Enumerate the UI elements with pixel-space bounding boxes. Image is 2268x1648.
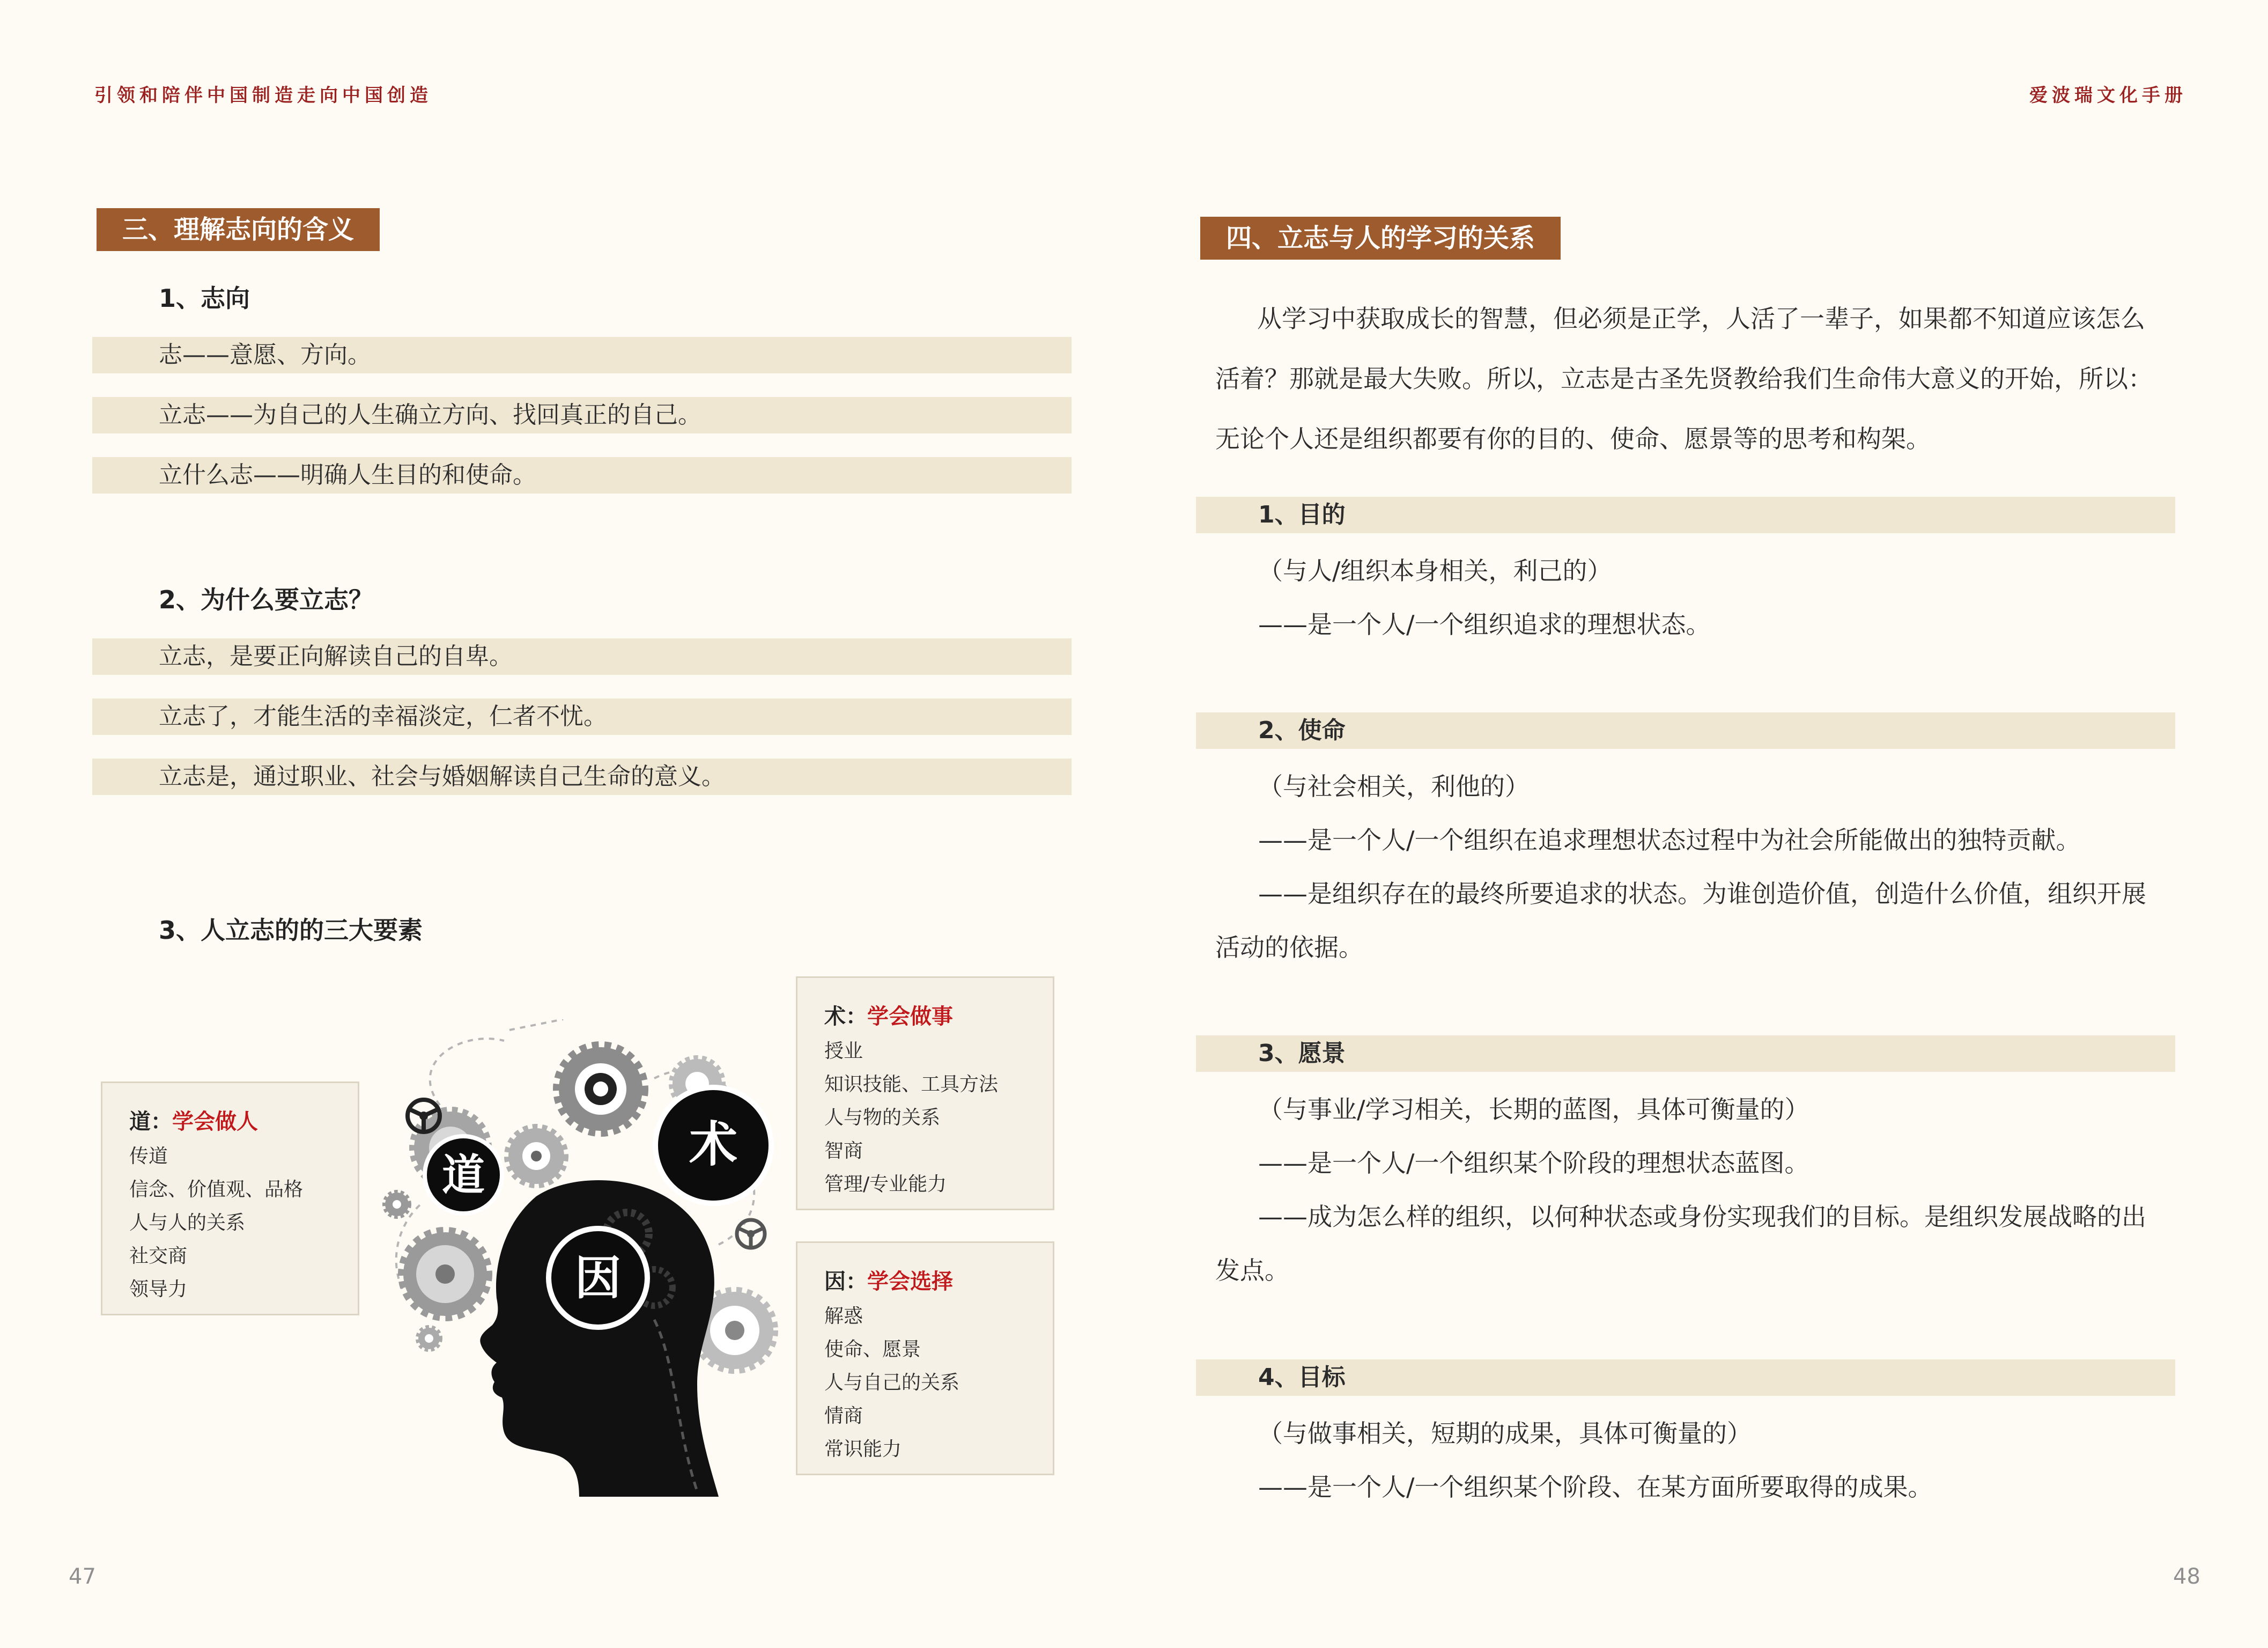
item-2-note: （与社会相关，利他的） (1258, 772, 1530, 801)
section-3-title: 三、理解志向的含义 (97, 208, 380, 251)
item-1-note: （与人/组织本身相关，利己的） (1258, 556, 1612, 585)
dao-item: 信念、价值观、品格 (129, 1179, 304, 1201)
item-4-note: （与做事相关，短期的成果，具体可衡量的） (1258, 1419, 1752, 1448)
shu-circle-label: 术 (689, 1116, 737, 1173)
s1-line-3: 立什么志——明确人生目的和使命。 (159, 461, 536, 489)
yin-circle (549, 1228, 647, 1327)
dao-item: 人与人的关系 (129, 1212, 246, 1234)
dao-circle-label: 道 (442, 1150, 485, 1200)
shu-item: 管理/专业能力 (824, 1173, 947, 1195)
dao-circle (425, 1136, 502, 1213)
item-1-heading: 1、目的 (1258, 501, 1346, 528)
item-2-line: 活动的依据。 (1215, 933, 1363, 962)
s2-line-1: 立志，是要正向解读自己的自卑。 (159, 643, 513, 670)
s1-line-1: 志——意愿、方向。 (159, 341, 371, 369)
yin-item: 常识能力 (824, 1438, 902, 1460)
item-2-line: ——是一个人/一个组织在追求理想状态过程中为社会所能做出的独特贡献。 (1258, 826, 2081, 855)
dao-item: 领导力 (129, 1278, 188, 1300)
shu-circle (655, 1087, 771, 1203)
steering-wheel-icon (737, 1220, 765, 1248)
gear-icon (403, 1232, 487, 1316)
shu-box-title: 术：学会做事 (824, 1004, 953, 1029)
s1-line-2: 立志——为自己的人生确立方向、找回真正的自己。 (159, 401, 701, 429)
page-number-right: 48 (2173, 1564, 2200, 1589)
yin-box (796, 1241, 1054, 1475)
dao-item: 社交商 (129, 1245, 188, 1267)
item-1-line: ——是一个人/一个组织追求的理想状态。 (1258, 610, 1711, 639)
s1-heading: 1、志向 (159, 284, 250, 313)
s2-line-2: 立志了，才能生活的幸福淡定，仁者不忧。 (159, 703, 607, 730)
item-4-line: ——是一个人/一个组织某个阶段、在某方面所要取得的成果。 (1258, 1473, 1933, 1502)
item-4-heading: 4、目标 (1258, 1364, 1346, 1391)
header-handbook-title: 爱波瑞文化手册 (2029, 85, 2187, 106)
intro-line: 从学习中获取成长的智慧，但必须是正学，人活了一辈子，如果都不知道应该怎么 (1257, 304, 2145, 333)
head-gears-illustration (375, 1019, 794, 1502)
item-2-line: ——是组织存在的最终所要追求的状态。为谁创造价值，创造什么价值，组织开展 (1258, 879, 2146, 908)
yin-item: 使命、愿景 (824, 1338, 921, 1360)
intro-line: 活着？那就是最大失败。所以，立志是古圣先贤教给我们生命伟大意义的开始，所以： (1215, 364, 2153, 393)
shu-item: 知识技能、工具方法 (824, 1073, 999, 1095)
yin-circle-label: 因 (575, 1252, 621, 1305)
yin-item: 人与自己的关系 (824, 1372, 960, 1394)
page-number-left: 47 (69, 1564, 96, 1589)
s2-line-3: 立志是，通过职业、社会与婚姻解读自己生命的意义。 (159, 763, 725, 790)
item-2-heading: 2、使命 (1258, 717, 1346, 744)
s2-heading: 2、为什么要立志？ (159, 585, 374, 614)
gear-icon (559, 1047, 642, 1131)
header-slogan: 引领和陪伴中国制造走向中国创造 (94, 85, 432, 106)
shu-box (796, 976, 1054, 1210)
dao-box (101, 1082, 359, 1315)
item-3-heading: 3、愿景 (1258, 1040, 1346, 1067)
yin-item: 解惑 (824, 1305, 863, 1327)
shu-item: 智商 (824, 1140, 863, 1162)
dao-box-title: 道：学会做人 (129, 1109, 258, 1134)
shu-item: 人与物的关系 (824, 1107, 941, 1129)
shu-item: 授业 (824, 1040, 863, 1062)
intro-line: 无论个人还是组织都要有你的目的、使命、愿景等的思考和构架。 (1215, 424, 1931, 453)
yin-box-title: 因：学会选择 (824, 1269, 953, 1294)
section-4-title: 四、立志与人的学习的关系 (1200, 217, 1561, 260)
item-3-line: ——是一个人/一个组织某个阶段的理想状态蓝图。 (1258, 1149, 1809, 1178)
gear-icon (508, 1128, 564, 1184)
gear-icon (418, 1328, 440, 1349)
s3-heading: 3、人立志的的三大要素 (159, 916, 423, 945)
item-3-line: 发点。 (1215, 1256, 1289, 1285)
yin-item: 情商 (824, 1405, 863, 1427)
item-3-note: （与事业/学习相关，长期的蓝图，具体可衡量的） (1258, 1095, 1809, 1124)
dao-item: 传道 (129, 1145, 168, 1167)
gear-icon (385, 1193, 409, 1216)
item-3-line: ——成为怎么样的组织，以何种状态或身份实现我们的目标。是组织发展战略的出 (1258, 1202, 2146, 1231)
